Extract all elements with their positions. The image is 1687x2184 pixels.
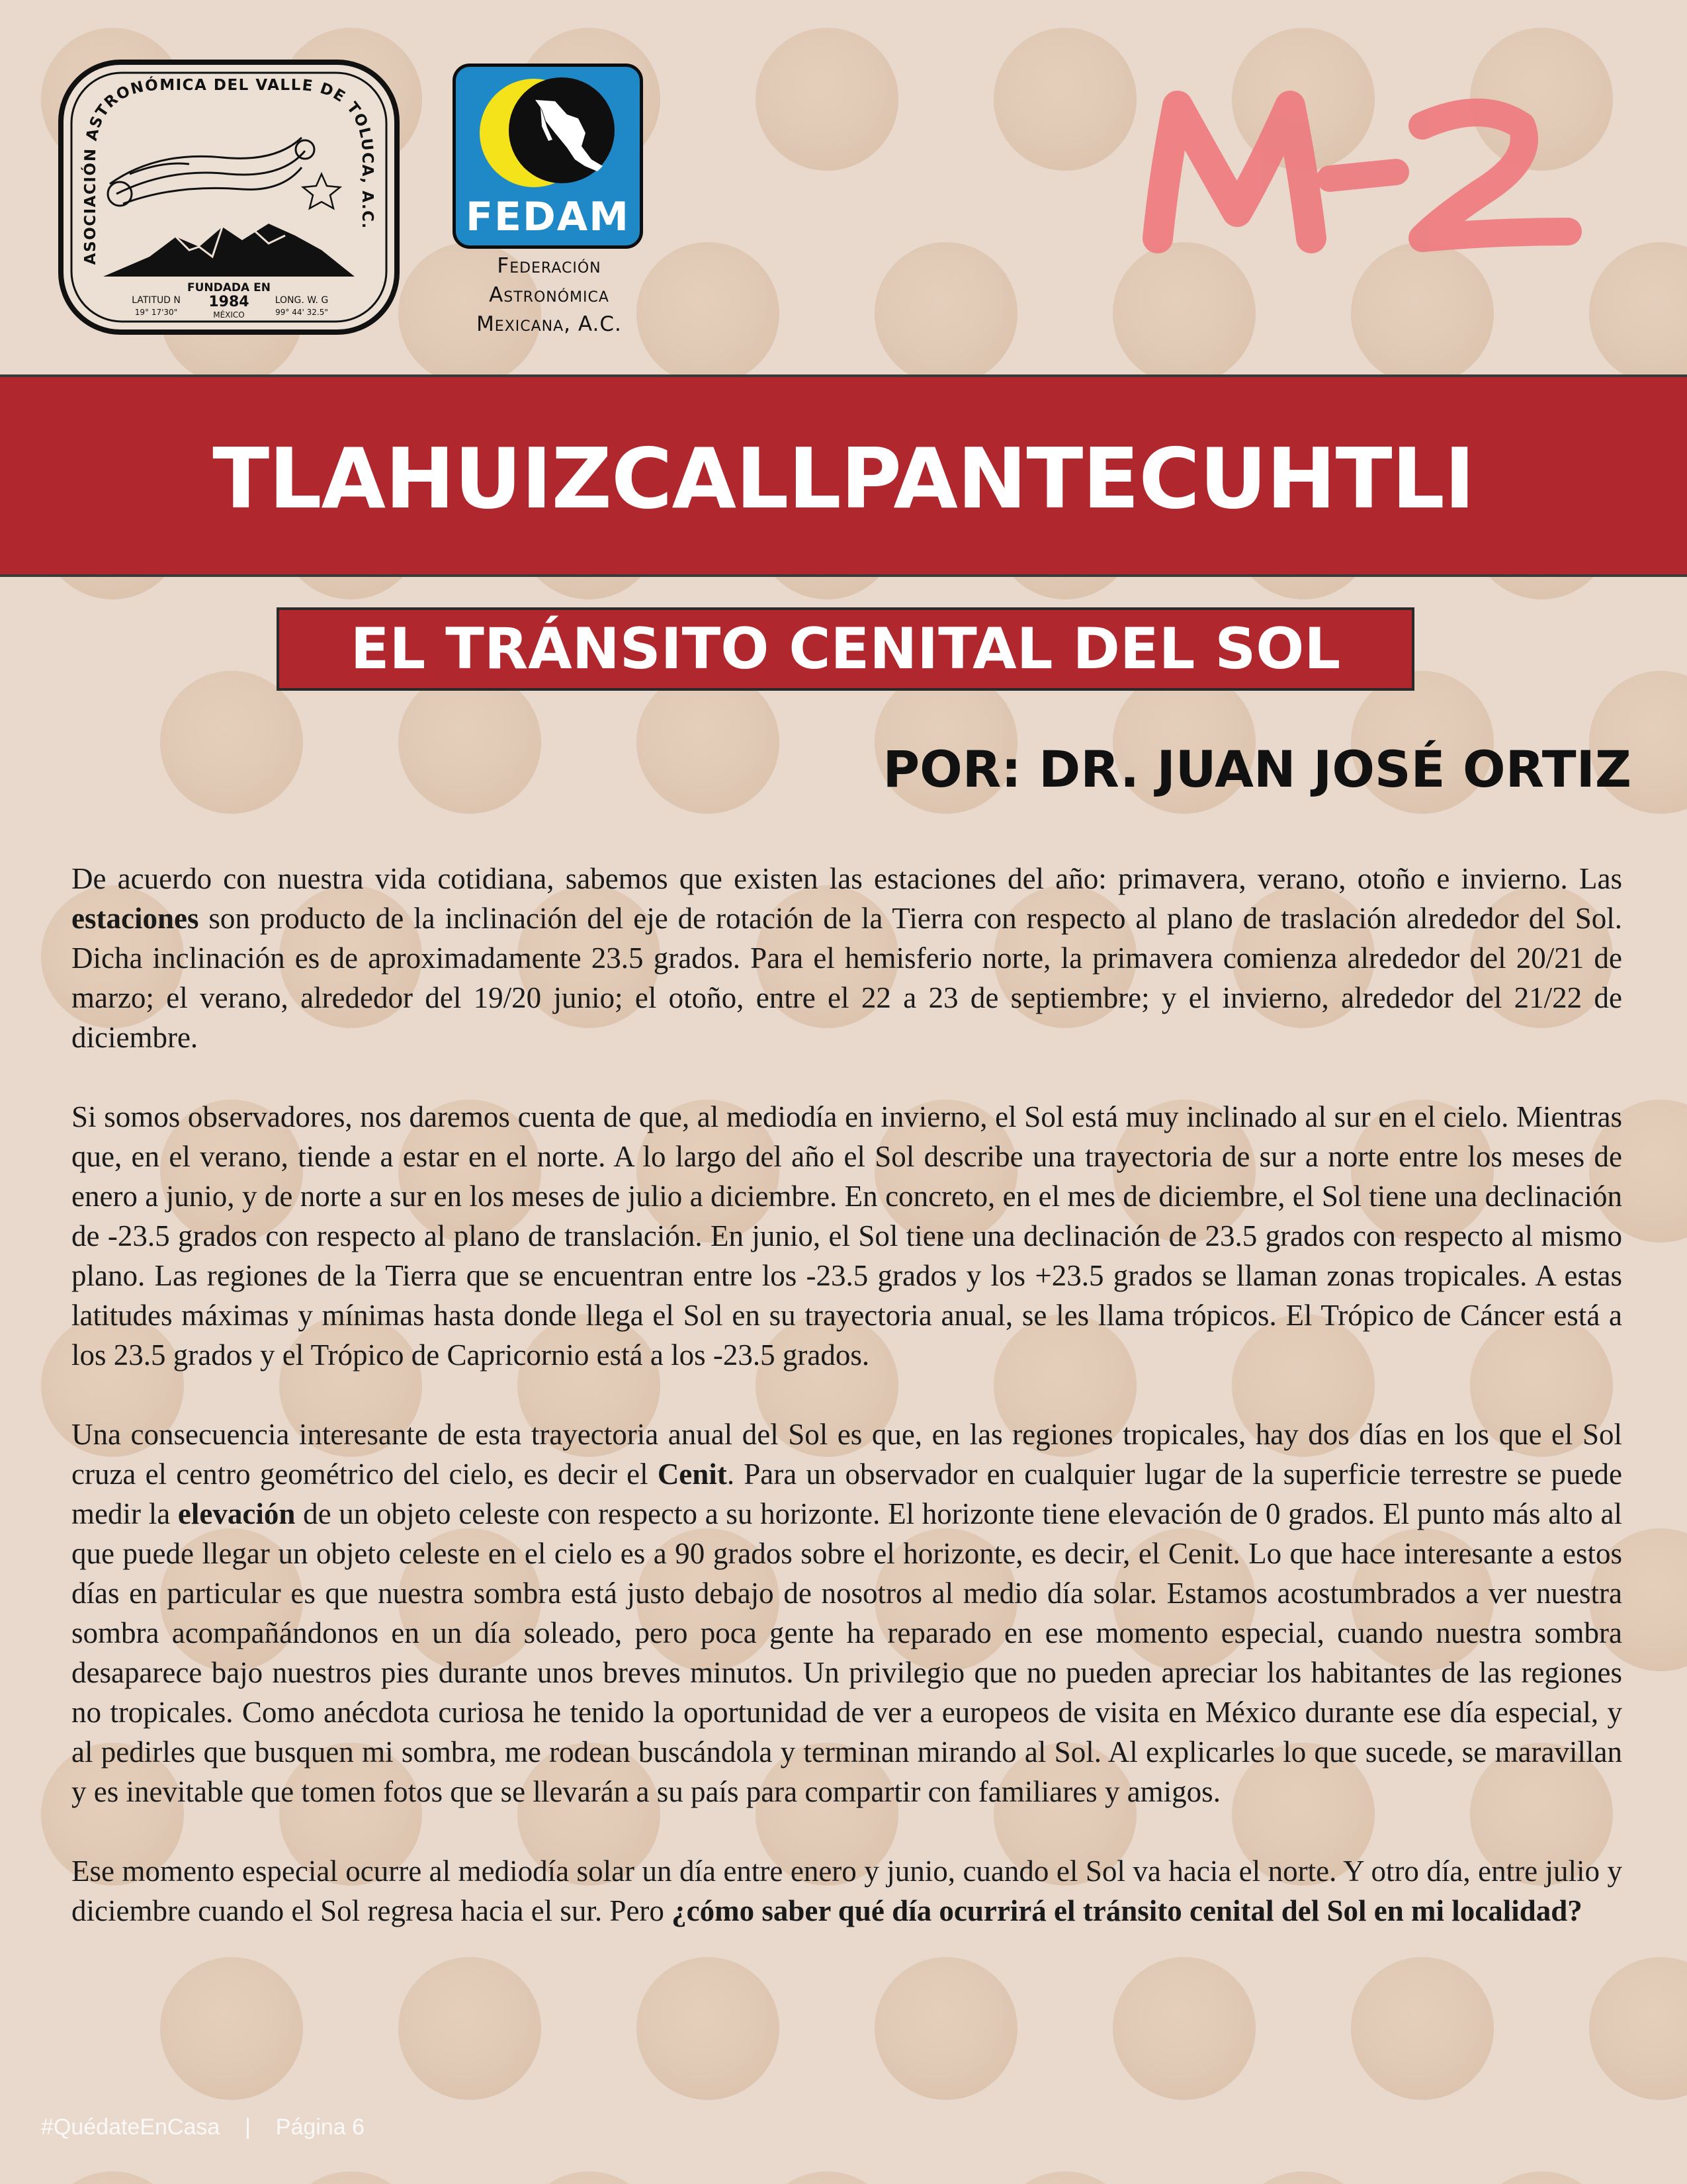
- bold-text: ¿cómo saber qué día ocurrirá el tránsito cenital del Sol en mi localidad?: [671, 1894, 1582, 1927]
- fedam-caption: [423, 251, 675, 339]
- bold-text: elevación: [177, 1497, 296, 1530]
- text-run: Una consecuencia interesante de esta trayectoria anual del Sol es que, en las regiones tropicales, hay dos días en los que el Sol cruza el centro geométrico del cielo, es decir el: [71, 1418, 1622, 1491]
- fedam-wordmark: FEDAM: [466, 194, 630, 240]
- text-run: Ese momento especial ocurre al mediodía solar un día entre enero y junio, cuando el Sol va hacia el norte. Y otro día, entre julio y diciembre cuando el Sol regresa hacia el sur. Pero: [71, 1855, 1622, 1927]
- bold-text: estaciones: [71, 902, 199, 935]
- paragraph: [71, 1097, 1622, 1375]
- text-run: De acuerdo con nuestra vida cotidiana, sabemos que existen las estaciones del año: primavera, verano, otoño e invierno. Las: [71, 862, 1622, 895]
- fedam-caption-line-2: Astronómica: [489, 283, 609, 307]
- paragraph: [71, 859, 1622, 1057]
- text-run: . Para un observador en cualquier lugar de la superficie terrestre se puede medir la: [71, 1458, 1622, 1530]
- avt-logo: [57, 58, 401, 336]
- avt-lat-value: 19° 17'30": [134, 308, 178, 317]
- article-body: [71, 859, 1622, 1970]
- footer-hashtag: #QuédateEnCasa: [41, 2115, 220, 2140]
- text-run: de un objeto celeste con respecto a su horizonte. El horizonte tiene elevación de 0 grados. El punto más alto al que puede llegar un objeto celeste en el cielo es a 90 grados sobre el horizonte, es decir, el Cenit. Lo que hace interesante a estos días en particular es que nuestra sombra está justo debajo de nosotros al medio día solar. Estamos acostumbrados a ver nuestra sombra acompañándonos en un día soleado, pero poca gente ha reparado en ese momento especial, cuando nuestra sombra desaparece bajo nuestros pies durante unos breves minutos. Un privilegio que no pueden apreciar los habitantes de las regiones no tropicales. Como anécdota curiosa he tenido la oportunidad de ver a europeos de visita en México durante ese día especial, y al pedirles que busquen mi sombra, me rodean buscándola y terminan mirando al Sol. Al explicarles lo que sucede, se maravillan y es inevitable que tomen fotos que se llevarán a su país para compartir con familiares y amigos.: [71, 1497, 1622, 1808]
- article-title: EL TRÁNSITO CENITAL DEL SOL: [277, 607, 1414, 691]
- avt-founded-label: FUNDADA EN: [187, 281, 271, 294]
- page-footer: [41, 2115, 365, 2140]
- fedam-caption-line-3: Mexicana, A.C.: [476, 312, 622, 336]
- avt-founded-place: MÉXICO: [213, 310, 245, 320]
- footer-separator: |: [245, 2115, 251, 2140]
- text-run: son producto de la inclinación del eje de rotación de la Tierra con respecto al plano de traslación alrededor del Sol. Dicha inclinación es de aproximadamente 23.5 grados. Para el hemisferio norte, la primavera comienza alrededor del 20/21 de marzo; el verano, alrededor del 19/20 junio; el otoño, entre el 22 a 23 de septiembre; y el invierno, alrededor del 21/22 de diciembre.: [71, 902, 1622, 1054]
- title-banner: [0, 374, 1687, 577]
- bold-text: Cenit: [657, 1458, 727, 1491]
- avt-arc-text: ASOCIACIÓN ASTRONÓMICA DEL VALLE DE TOLUCA, A.C.: [81, 76, 376, 265]
- avt-founded-year: 1984: [208, 294, 249, 310]
- text-run: Si somos observadores, nos daremos cuenta de que, al mediodía en invierno, el Sol está muy inclinado al sur en el cielo. Mientras que, en el verano, tiende a estar en el norte. A lo largo del año el Sol describe una trayectoria de sur a norte entre los meses de enero a junio, y de norte a sur en los meses de julio a diciembre. En concreto, en el mes de diciembre, el Sol tiene una declinación de -23.5 grados con respecto al plano de translación. En junio, el Sol tiene una declinación de 23.5 grados con respecto al mismo plano. Las regiones de la Tierra que se encuentran entre los -23.5 grados y los +23.5 grados se llaman zonas tropicales. A estas latitudes máximas y mínimas hasta donde llega el Sol en su trayectoria anual, se les llama trópicos. El Trópico de Cáncer está a los 23.5 grados y el Trópico de Capricornio está a los -23.5 grados.: [71, 1100, 1622, 1372]
- footer-page-number: Página 6: [275, 2115, 365, 2140]
- paragraph: [71, 1415, 1622, 1812]
- article-author: POR: DR. JUAN JOSÉ ORTIZ: [883, 740, 1631, 799]
- magazine-title: TLAHUIZCALLPANTECUHTLI: [212, 429, 1475, 527]
- m2-stamp: [1138, 73, 1588, 284]
- fedam-caption-line-1: Federación: [497, 254, 601, 278]
- fedam-logo: [453, 64, 643, 249]
- paragraph: [71, 1851, 1622, 1931]
- avt-long-value: 99° 44' 32.5": [275, 308, 328, 317]
- avt-long-label: LONG. W. G: [275, 295, 329, 306]
- avt-lat-label: LATITUD N: [132, 295, 181, 306]
